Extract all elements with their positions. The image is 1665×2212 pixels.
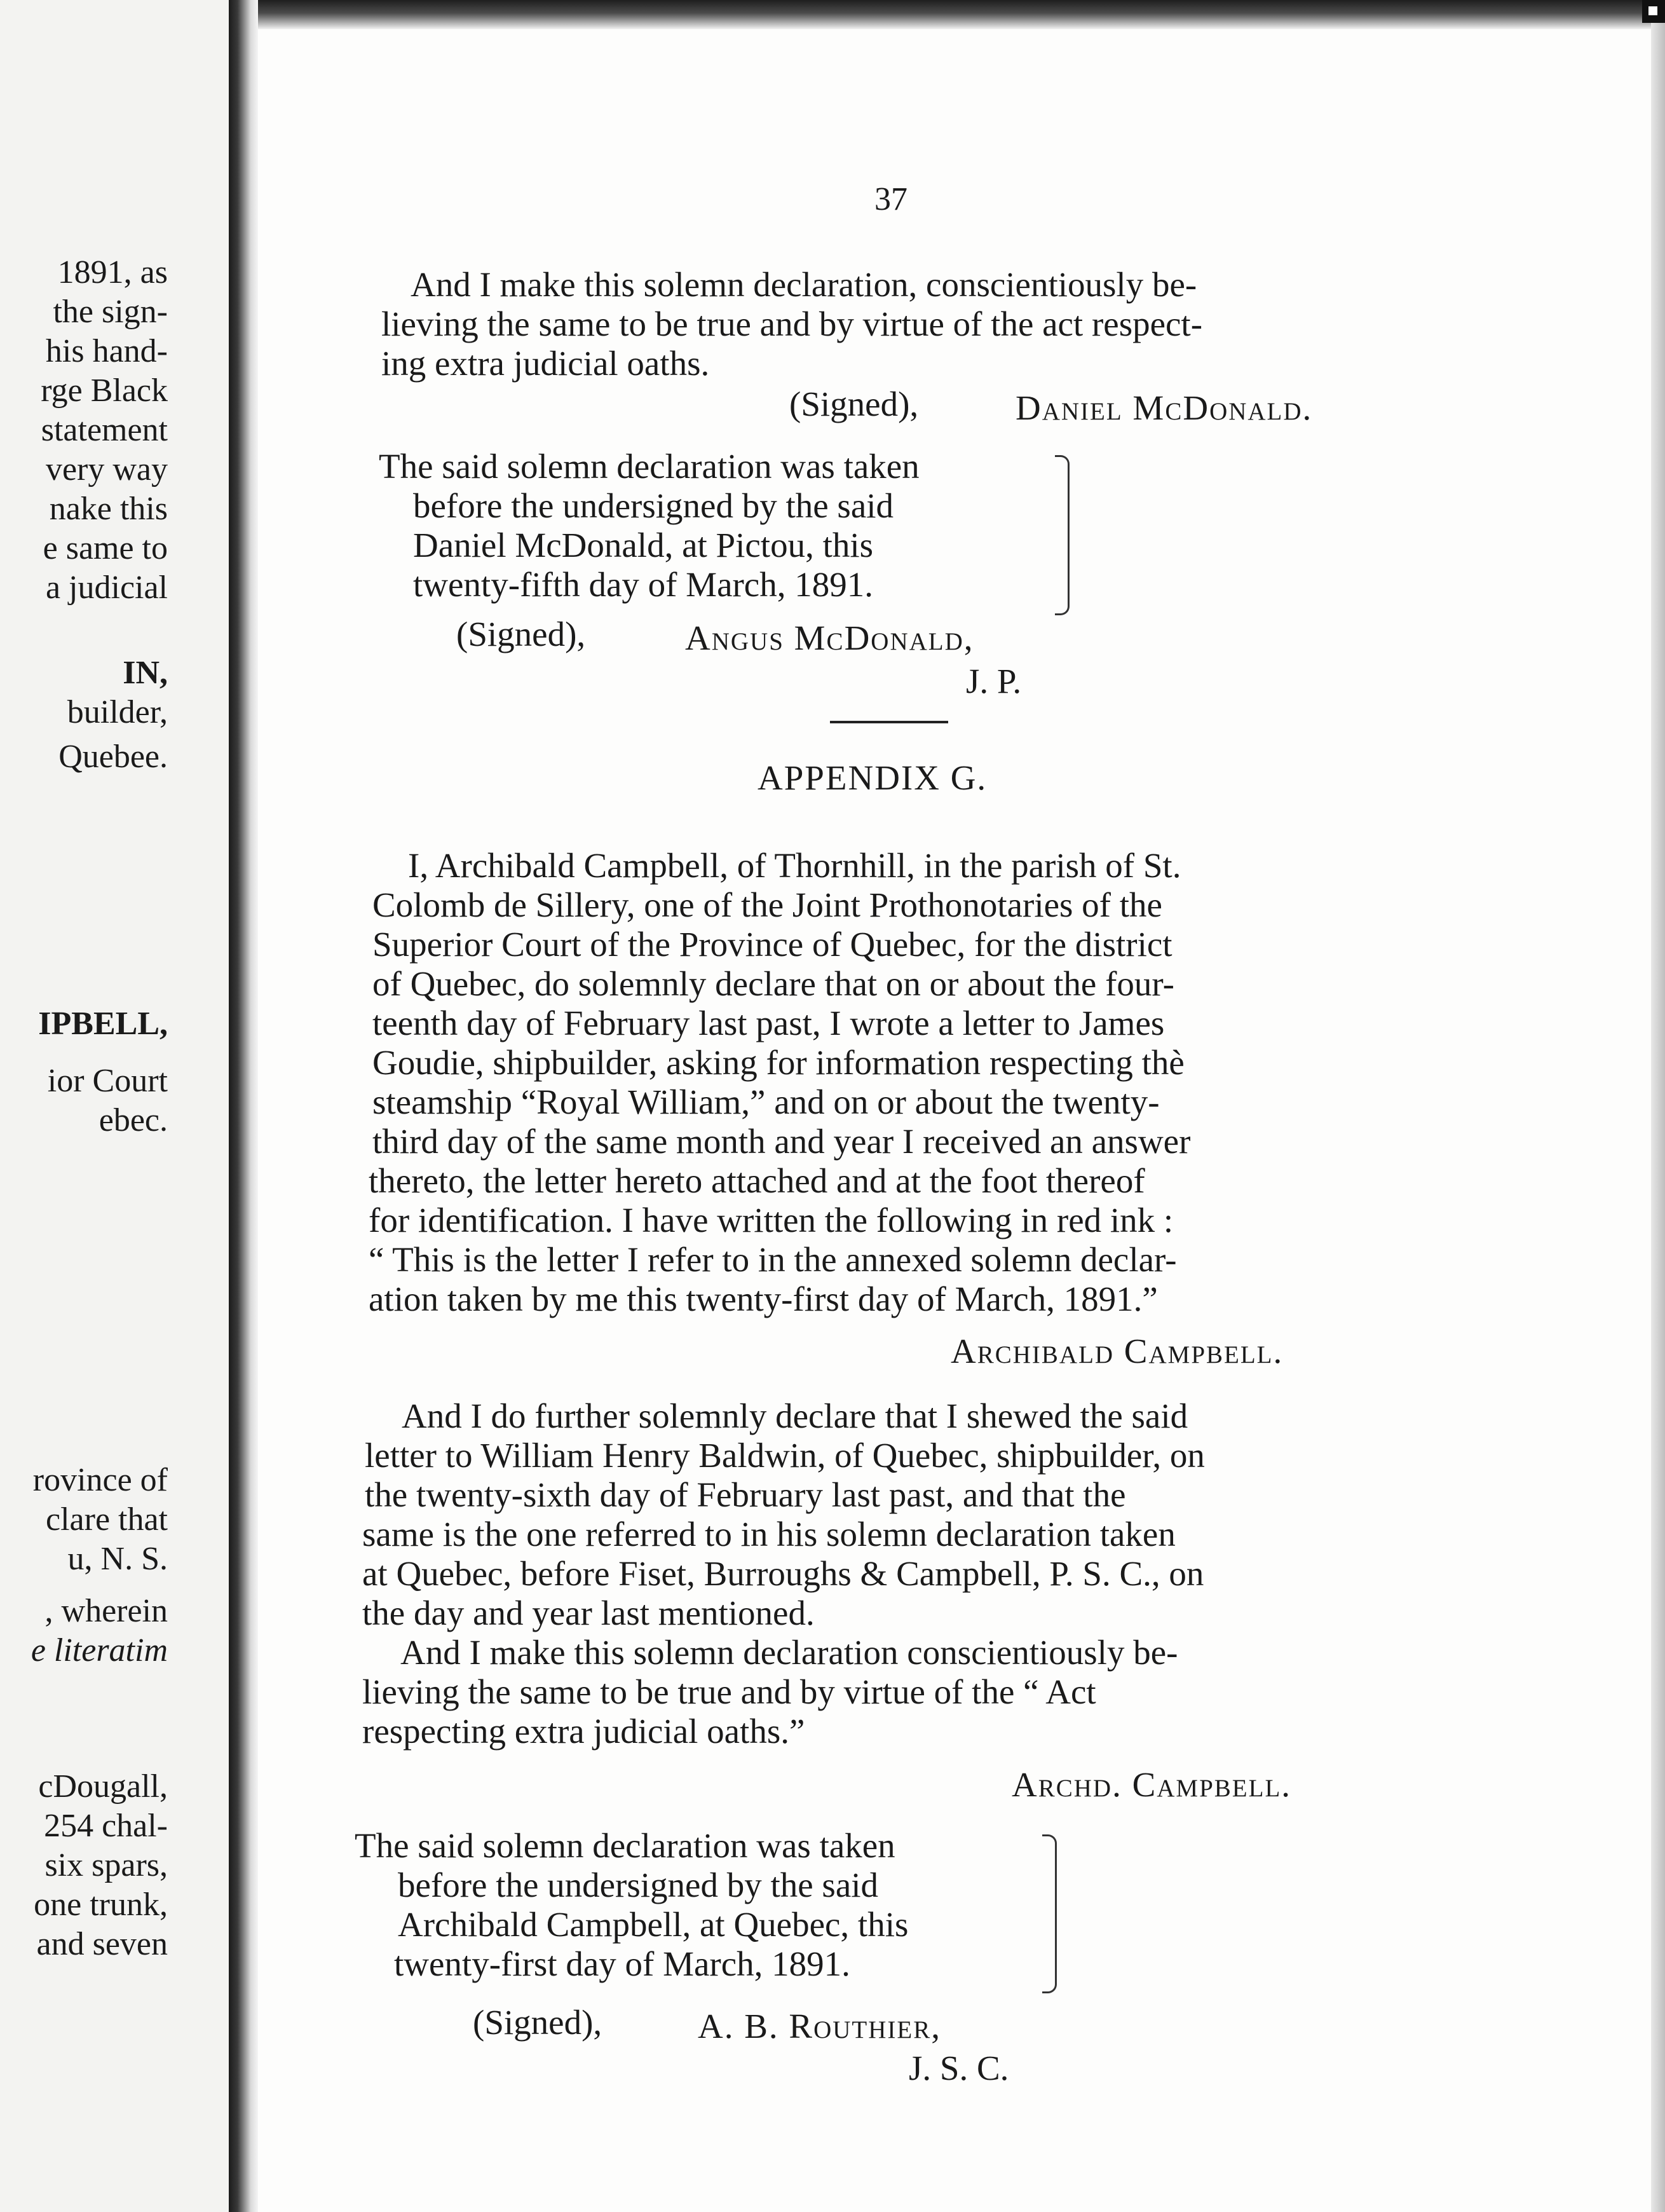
title-jsc: J. S. C. bbox=[909, 2049, 1009, 2087]
left-facing-page bbox=[0, 0, 229, 2212]
signed-label: (Signed), bbox=[473, 2003, 602, 2042]
left-line: rovince of bbox=[32, 1462, 168, 1498]
left-line: clare that bbox=[46, 1501, 168, 1538]
jurat1-line: twenty-fifth day of March, 1891. bbox=[413, 565, 873, 604]
para3-line: letter to William Henry Baldwin, of Quebec, shipbuilder, on bbox=[365, 1436, 1205, 1475]
para2-line: Colomb de Sillery, one of the Joint Prothonotaries of the bbox=[372, 885, 1162, 924]
jurat2-brace bbox=[1042, 1834, 1057, 1993]
signature-archd-campbell: Archd. Campbell. bbox=[1012, 1765, 1292, 1804]
book-gutter bbox=[229, 0, 258, 2212]
signed-label: (Signed), bbox=[456, 615, 586, 653]
para2-line: thereto, the letter hereto attached and at the foot thereof bbox=[369, 1161, 1145, 1200]
para2-line: Superior Court of the Province of Quebec, for the district bbox=[372, 925, 1172, 964]
para1-line: lieving the same to be true and by virtue of the act respect- bbox=[381, 304, 1203, 343]
scan-top-edge bbox=[258, 0, 1651, 29]
para3-line: And I do further solemnly declare that I shewed the said bbox=[402, 1396, 1188, 1435]
left-line: Quebee. bbox=[58, 739, 168, 775]
scan-corner-marker bbox=[1642, 0, 1665, 23]
left-line: ior Court bbox=[47, 1063, 168, 1099]
left-line: e literatim bbox=[31, 1632, 168, 1669]
para2-line: steamship “Royal William,” and on or about the twenty- bbox=[372, 1082, 1160, 1121]
left-line: a judicial bbox=[45, 570, 168, 606]
section-divider bbox=[830, 721, 948, 723]
left-line: 1891, as bbox=[57, 254, 168, 290]
left-line: six spars, bbox=[44, 1847, 168, 1883]
left-line: e same to bbox=[43, 530, 168, 566]
para3-line: at Quebec, before Fiset, Burroughs & Campbell, P. S. C., on bbox=[362, 1554, 1204, 1593]
left-line: very way bbox=[45, 451, 168, 488]
left-line: builder, bbox=[67, 694, 168, 730]
left-line: cDougall, bbox=[38, 1768, 168, 1805]
jurat2-line: Archibald Campbell, at Quebec, this bbox=[398, 1905, 909, 1944]
jurat2-line: before the undersigned by the said bbox=[398, 1866, 879, 1904]
left-line: and seven bbox=[36, 1926, 168, 1962]
jurat1-brace bbox=[1055, 455, 1070, 615]
para2-line: teenth day of February last past, I wrote a letter to James bbox=[372, 1004, 1165, 1042]
page-number: 37 bbox=[874, 181, 907, 217]
signature-daniel-mcdonald: Daniel McDonald. bbox=[1016, 388, 1313, 427]
page-37 bbox=[258, 29, 1651, 2212]
left-line: his hand- bbox=[45, 333, 168, 369]
left-line: statement bbox=[41, 412, 168, 448]
left-line: one trunk, bbox=[34, 1887, 168, 1923]
para2-line: for identification. I have written the following in red ink : bbox=[369, 1201, 1174, 1239]
para2-line: I, Archibald Campbell, of Thornhill, in the parish of St. bbox=[408, 846, 1181, 885]
signature-angus-mcdonald: Angus McDonald, bbox=[685, 618, 974, 657]
para2-line: ation taken by me this twenty-first day of March, 1891.” bbox=[369, 1280, 1158, 1318]
para3-line: same is the one referred to in his solemn declaration taken bbox=[362, 1515, 1176, 1553]
para4-line: lieving the same to be true and by virtue of the “ Act bbox=[362, 1672, 1096, 1711]
para4-line: And I make this solemn declaration conscientiously be- bbox=[400, 1633, 1178, 1672]
signed-label: (Signed), bbox=[789, 385, 919, 423]
para1-line: And I make this solemn declaration, conscientiously be- bbox=[411, 265, 1197, 304]
para2-line: of Quebec, do solemnly declare that on or about the four- bbox=[372, 964, 1174, 1003]
jurat2-line: The said solemn declaration was taken bbox=[355, 1826, 895, 1865]
left-line: IN, bbox=[123, 655, 168, 691]
para2-line: third day of the same month and year I received an answer bbox=[372, 1122, 1191, 1161]
left-line: , wherein bbox=[44, 1593, 168, 1629]
jurat1-line: Daniel McDonald, at Pictou, this bbox=[413, 526, 874, 564]
left-line: 254 chal- bbox=[44, 1808, 168, 1844]
para4-line: respecting extra judicial oaths.” bbox=[362, 1712, 805, 1751]
left-line: the sign- bbox=[53, 294, 168, 330]
scan-right-edge bbox=[1651, 0, 1665, 2212]
appendix-g-heading: APPENDIX G. bbox=[758, 758, 988, 797]
jurat2-line: twenty-first day of March, 1891. bbox=[394, 1944, 850, 1983]
para3-line: the twenty-sixth day of February last past, and that the bbox=[365, 1475, 1126, 1514]
left-line: u, N. S. bbox=[67, 1541, 168, 1577]
para2-line: “ This is the letter I refer to in the annexed solemn declar- bbox=[369, 1240, 1177, 1279]
left-line: nake this bbox=[49, 491, 168, 527]
jurat1-line: before the undersigned by the said bbox=[413, 486, 894, 525]
left-line: rge Black bbox=[41, 372, 168, 409]
para2-line: Goudie, shipbuilder, asking for information respecting thè bbox=[372, 1043, 1185, 1082]
left-line: ebec. bbox=[99, 1102, 168, 1138]
para1-line: ing extra judicial oaths. bbox=[381, 344, 710, 383]
left-line: IPBELL, bbox=[38, 1006, 168, 1042]
signature-archibald-campbell: Archibald Campbell. bbox=[951, 1332, 1284, 1370]
title-jp: J. P. bbox=[966, 662, 1022, 700]
signature-ab-routhier: A. B. Routhier, bbox=[698, 2007, 941, 2045]
para3-line: the day and year last mentioned. bbox=[362, 1594, 815, 1632]
jurat1-line: The said solemn declaration was taken bbox=[379, 447, 920, 486]
